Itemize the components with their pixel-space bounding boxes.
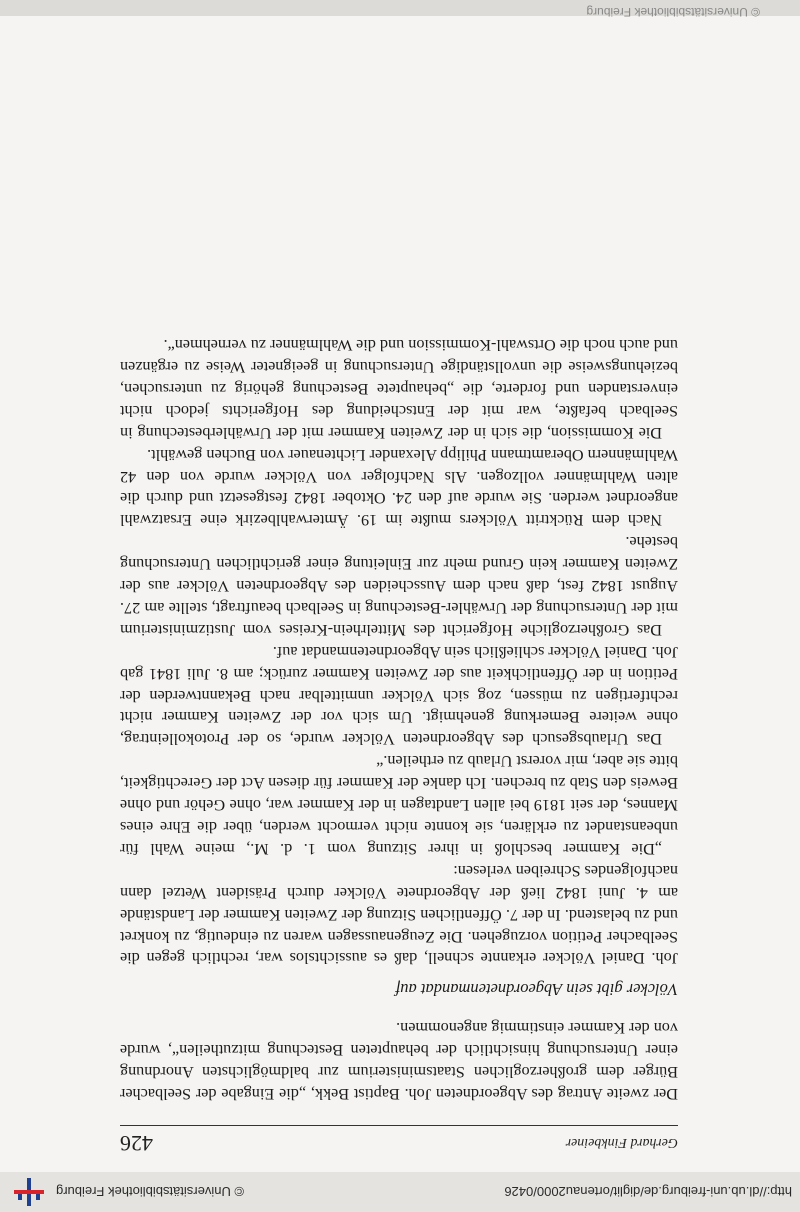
viewer-footer (0, 0, 800, 19)
section-heading: Völcker gibt sein Abgeordnetenmandat auf (395, 980, 678, 1000)
running-head-author: Gerhard Finkbeiner (565, 1135, 678, 1150)
paragraph: Die Kommission, die sich in der Zweiten Kammer mit der Urwählerbestechung in Seelbach befaßte, war mit der Entscheidung des Hofgerichts jedoch nicht einverstanden und forderte, die „behauptete Bestechung gehörig zu untersuchen, beziehungsweise die unvollständige Untersuchung in geeigneter Weise zu ergänzen und auch noch die Ortswahl-Kommission und die Wahlmänner zu vernehmen“. (120, 336, 678, 442)
paragraph: Der zweite Antrag des Abgeordneten Joh. Baptist Bekk, „die Eingabe der Seelbacher Bürger dem großherzoglichen Staatsministerium zur baldmöglichsten Anordnung einer Untersuchung hinsichtlich der behaupteten Bestechung mitzutheilen“, wurde von der Kammer einstimmig angenommen. (120, 1019, 678, 1103)
page-url[interactable]: http://dl.ub.uni-freiburg.de/diglit/ortenau2000/0426 (504, 1184, 792, 1199)
page-body (120, 333, 678, 1104)
university-logo-icon (12, 1176, 46, 1208)
paragraph: Das Urlaubsgesuch des Abgeordneten Völcker wurde, so der Protokolleintrag, ohne weitere Bemerkung genehmigt. Um sich vor der Zweiten Kammer nicht rechtfertigen zu müssen, zog sich Völcker unmittelbar nach Bekanntwerden der Petition in der Öffentlichkeit aus der Zweiten Kammer zurück; am 8. Juli 1841 gab Joh. Daniel Völcker schließlich sein Abgeordnetenmandat auf. (120, 642, 678, 749)
paragraph: Joh. Daniel Völcker erkannte schnell, daß es aussichtslos war, rechtlich gegen die Seelbacher Petition vorzugehen. Die Zeugenaussagen waren zu eindeutig, zu konkret und zu belastend. In der 7. Öffentlichen Sitzung der Zweiten Kammer der Landstände am 4. Juni 1842 ließ der Abgeordnete Völcker durch Präsident Wetzel dann nachfolgendes Schreiben verlesen: (120, 861, 678, 968)
paragraph: Nach dem Rücktritt Völckers mußte im 19. Ämterwahlbezirk eine Ersatzwahl angeordnet werden. Sie wurde auf den 24. Oktober 1842 festgesetzt und durch die alten Wahlmänner vollzogen. Als Nachfolger von Völcker wurde von den 42 Wahlmännern Oberamtmann Philipp Alexander Lichtenauer von Buchen gewählt. (120, 445, 678, 530)
footer-copyright: © Universitätsbibliothek Freiburg (586, 5, 760, 19)
running-header (120, 1125, 678, 1156)
viewer-header (0, 1171, 800, 1212)
copyright-notice: © Universitätsbibliothek Freiburg (56, 1184, 245, 1199)
paragraph: Das Großherzogliche Hofgericht des Mittelrhein-Kreises vom Justizministerium mit der Untersuchung der Urwähler-Bestechung in Seelbach beauftragt, stellte am 27. August 1842 fest, daß nach dem Ausscheiden des Abgeordneten Völcker aus der Zweiten Kammer kein Grund mehr zur Einleitung einer gerichtlichen Untersuchung bestehe. (120, 533, 678, 639)
page-number: 426 (120, 1131, 153, 1156)
quoted-letter: „Die Kammer beschloß in ihrer Sitzung vom 1. d. M., meine Wahl für unbeanstandet zu erklären, sie konnte nicht vermocht werden, über die Ehre eines Mannes, der seit 1819 bei allen Landtagen in der Kammer war, ohne Gehör und ohne Beweis den Stab zu brechen. Ich danke der Kammer für diesen Act der Gerechtigkeit, bitte sie aber, mir vorerst Urlaub zu ertheilen.“ (120, 752, 678, 858)
